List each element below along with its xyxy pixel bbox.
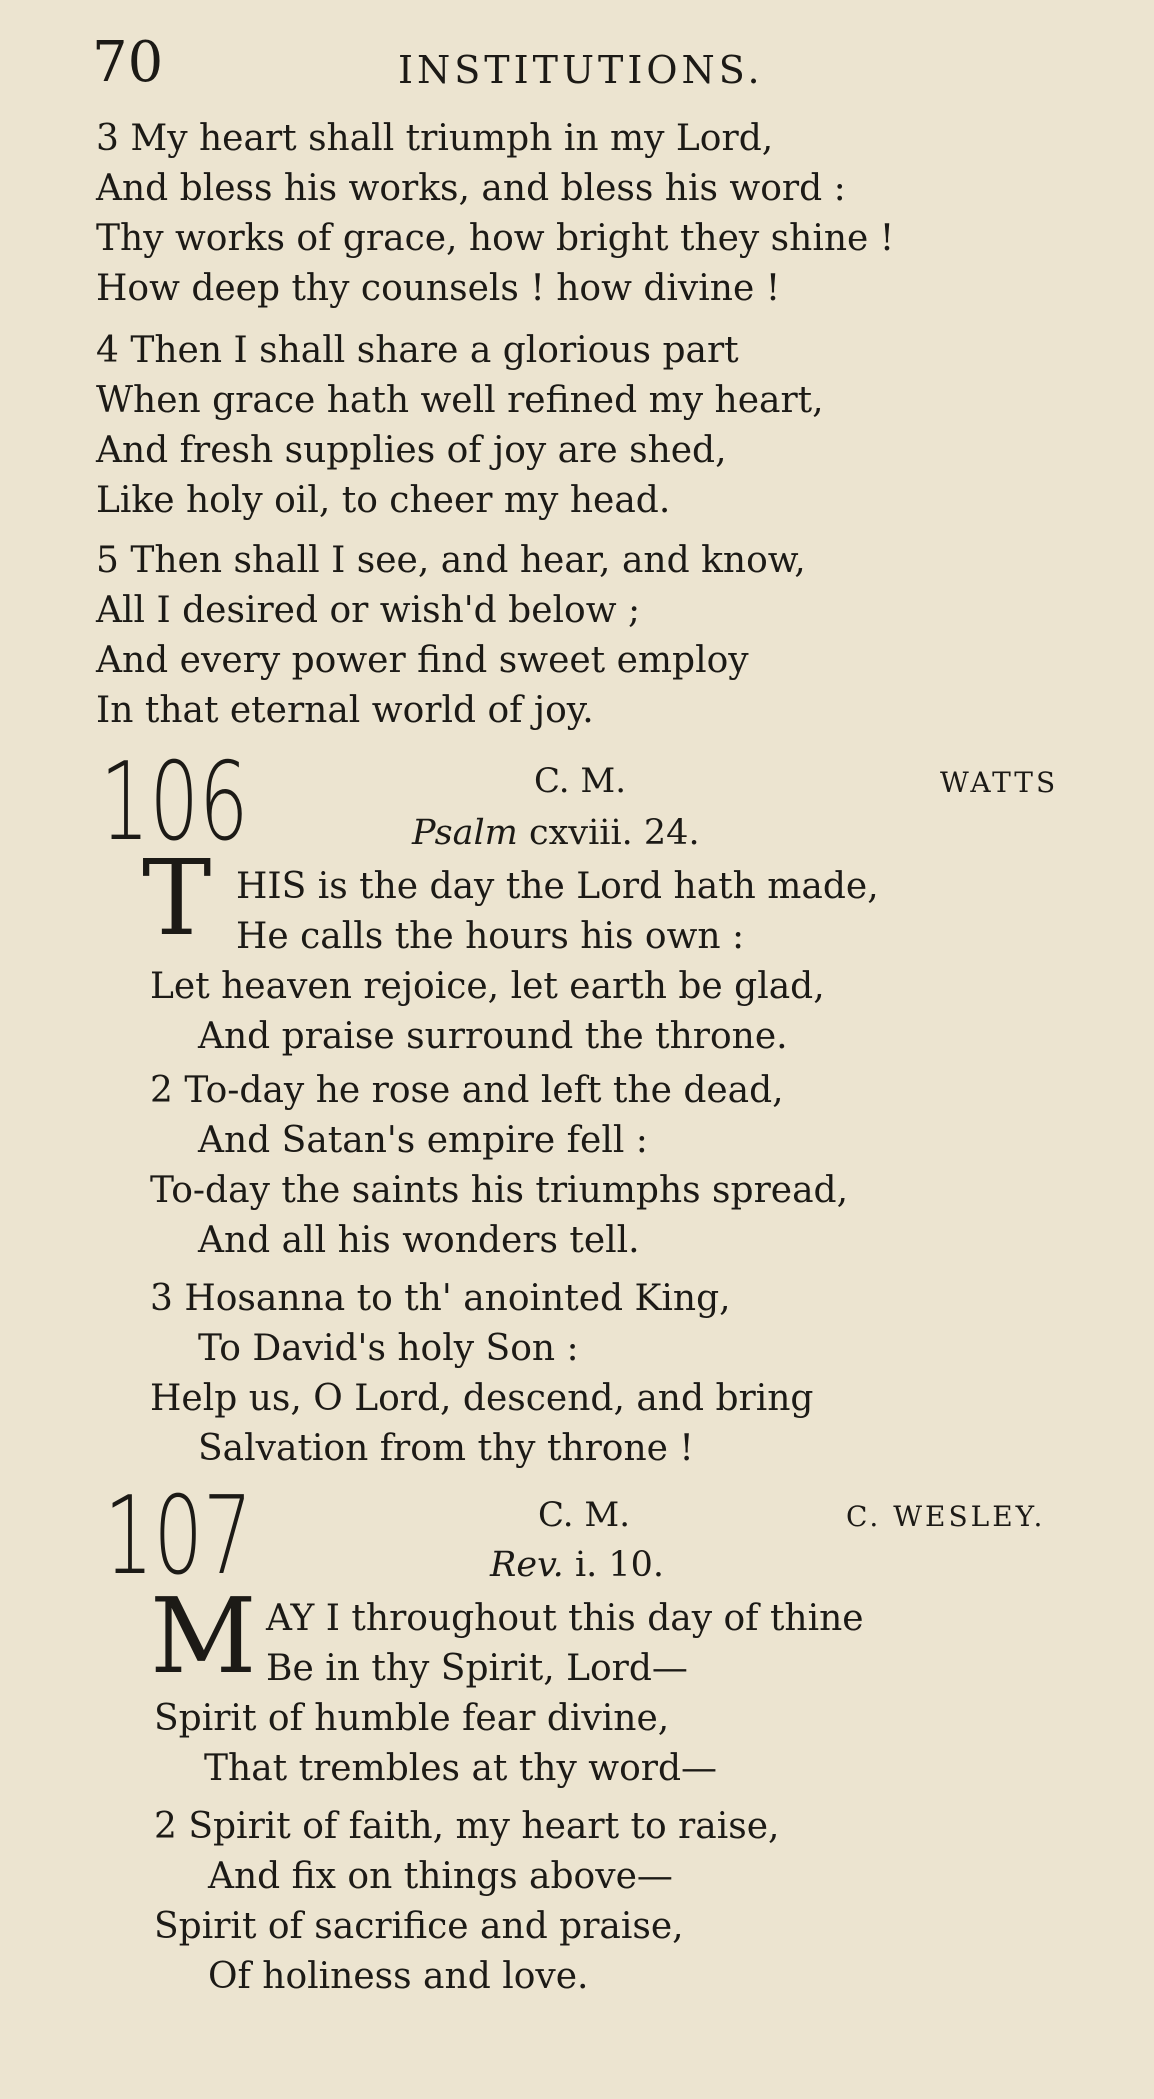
verse-line: 2 Spirit of faith, my heart to raise,: [154, 1806, 780, 1847]
verse-line: Like holy oil, to cheer my head.: [96, 480, 671, 521]
verse-line: How deep thy counsels ! how divine !: [96, 268, 781, 309]
running-title: INSTITUTIONS.: [398, 48, 764, 92]
verse-line: In that eternal world of joy.: [96, 690, 594, 731]
verse-line: HIS is the day the Lord hath made,: [236, 866, 879, 907]
verse-line: Thy works of grace, how bright they shine !: [96, 218, 895, 259]
drop-cap: M: [150, 1575, 257, 1697]
scripture-book: Rev.: [490, 1545, 564, 1585]
scripture-reference: [412, 810, 700, 856]
verse-line: 5 Then shall I see, and hear, and know,: [96, 540, 806, 581]
verse-line: When grace hath well refined my heart,: [96, 380, 824, 421]
verse-line: 3 My heart shall triumph in my Lord,: [96, 118, 774, 159]
verse-line: To David's holy Son :: [198, 1328, 579, 1369]
verse-line: Be in thy Spirit, Lord—: [266, 1648, 688, 1689]
verse-line: 3 Hosanna to th' anointed King,: [150, 1278, 731, 1319]
verse-line: To-day the saints his triumphs spread,: [150, 1170, 849, 1211]
verse-line: And every power find sweet employ: [96, 640, 749, 681]
verse-line: Spirit of sacrifice and praise,: [154, 1906, 684, 1947]
scripture-chapter-verse: i. 10.: [574, 1545, 665, 1585]
verse-line: Of holiness and love.: [208, 1956, 589, 1997]
hymn-meter: C. M.: [538, 1495, 631, 1535]
verse-line: Spirit of humble fear divine,: [154, 1698, 670, 1739]
verse-line: All I desired or wish'd below ;: [96, 590, 641, 631]
page-number: 70: [92, 30, 164, 95]
verse-line: And praise surround the throne.: [198, 1016, 788, 1057]
verse-line: AY I throughout this day of thine: [266, 1598, 864, 1639]
verse-line: And Satan's empire fell :: [198, 1120, 648, 1161]
hymn-number: 107: [104, 1474, 253, 1599]
verse-line: And fix on things above—: [208, 1856, 673, 1897]
verse-line: Let heaven rejoice, let earth be glad,: [150, 966, 825, 1007]
verse-line: That trembles at thy word—: [204, 1748, 718, 1789]
scripture-reference: [490, 1542, 664, 1588]
verse-line: And bless his works, and bless his word :: [96, 168, 846, 209]
hymn-number: 106: [100, 740, 249, 865]
scripture-book: Psalm: [412, 813, 518, 853]
hymn-author: C. WESLEY.: [846, 1500, 1046, 1533]
verse-line: 4 Then I shall share a glorious part: [96, 330, 739, 371]
verse-line: Help us, O Lord, descend, and bring: [150, 1378, 814, 1419]
verse-line: He calls the hours his own :: [236, 916, 745, 957]
scripture-chapter-verse: cxviii. 24.: [528, 813, 700, 853]
hymn-meter: C. M.: [534, 761, 627, 801]
verse-line: And fresh supplies of joy are shed,: [96, 430, 727, 471]
hymn-author: WATTS: [940, 766, 1059, 799]
drop-cap: T: [142, 837, 212, 959]
verse-line: Salvation from thy throne !: [198, 1428, 694, 1469]
verse-line: 2 To-day he rose and left the dead,: [150, 1070, 784, 1111]
verse-line: And all his wonders tell.: [198, 1220, 640, 1261]
